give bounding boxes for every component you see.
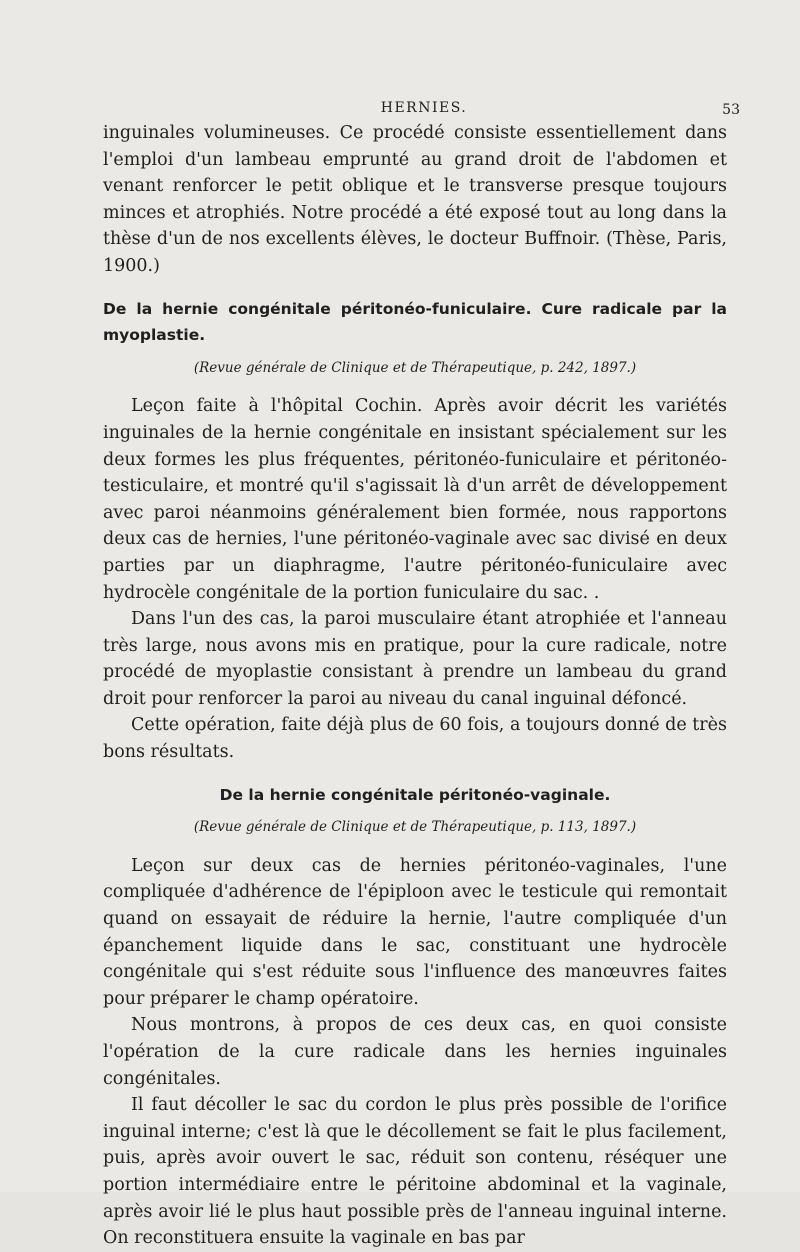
continued-paragraph: inguinales volumineuses. Ce procédé consiste essentiellement dans l'emploi d'un lambeau emprunté au grand droit de l'abdomen et venant renforcer le petit oblique et le transverse presque toujours minces et atrophiés. Notre procédé a été exposé tout au long dans la thèse d'un de nos excellents élèves, le docteur Buffnoir. (Thèse, Paris, 1900.) (103, 123, 727, 276)
section-title: De la hernie congénitale péritonéo-funiculaire. Cure radicale par la myoplastie. (103, 299, 727, 345)
paragraph: Nous montrons, à propos de ces deux cas, en quoi consiste l'opération de la cure radicale dans les hernies inguinales congénitales. (103, 1015, 727, 1089)
section-title: De la hernie congénitale péritonéo-vaginale. (219, 785, 611, 804)
running-title: HERNIES. (380, 100, 468, 116)
paragraph: Leçon faite à l'hôpital Cochin. Après avoir décrit les variétés inguinales de la hernie congénitale en insistant spécialement sur les deux formes les plus fréquentes, péritonéo-funiculaire et péritonéo-testiculaire, et montré qu'il s'agissait là d'un arrêt de développement avec paroi néanmoins généralement bien formée, nous rapportons deux cas de hernies, l'une péritonéo-vaginale avec sac divisé en deux parties par un diaphragme, l'autre péritonéo-funiculaire avec hydrocèle congénitale de la portion funiculaire du sac. . (103, 396, 727, 603)
section-source: (Revue générale de Clinique et de Thérapeutique, p. 113, 1897.) (193, 819, 637, 836)
paragraph: Il faut décoller le sac du cordon le plus près possible de l'orifice inguinal interne; c'est là que le décollement se fait le plus facilement, puis, après avoir ouvert le sac, réduit son contenu, réséquer une portion intermédiaire entre le péritoine abdominal et la vaginale, après avoir lié le plus haut possible près de l'anneau inguinal interne. On reconstituera ensuite la vaginale en bas par (103, 1095, 727, 1249)
paragraph: Leçon sur deux cas de hernies péritonéo-vaginales, l'une compliquée d'adhérence de l'épiploon avec le testicule qui remontait quand on essayait de réduire la hernie, l'autre compliquée d'un épanchement liquide dans le sac, constituant une hydrocèle congénitale qui s'est réduite sous l'influence des manœuvres faites pour préparer le champ opératoire. (103, 855, 727, 1009)
page-number: 53 (722, 102, 740, 118)
section-source: (Revue générale de Clinique et de Thérapeutique, p. 242, 1897.) (193, 359, 637, 376)
page-body (103, 120, 727, 1252)
paragraph: Dans l'un des cas, la paroi musculaire étant atrophiée et l'anneau très large, nous avons mis en pratique, pour la cure radicale, notre procédé de myoplastie consistant à prendre un lambeau du grand droit pour renforcer la paroi au niveau du canal inguinal défoncé. (103, 609, 727, 709)
paragraph: Cette opération, faite déjà plus de 60 fois, a toujours donné de très bons résultats. (103, 715, 727, 763)
